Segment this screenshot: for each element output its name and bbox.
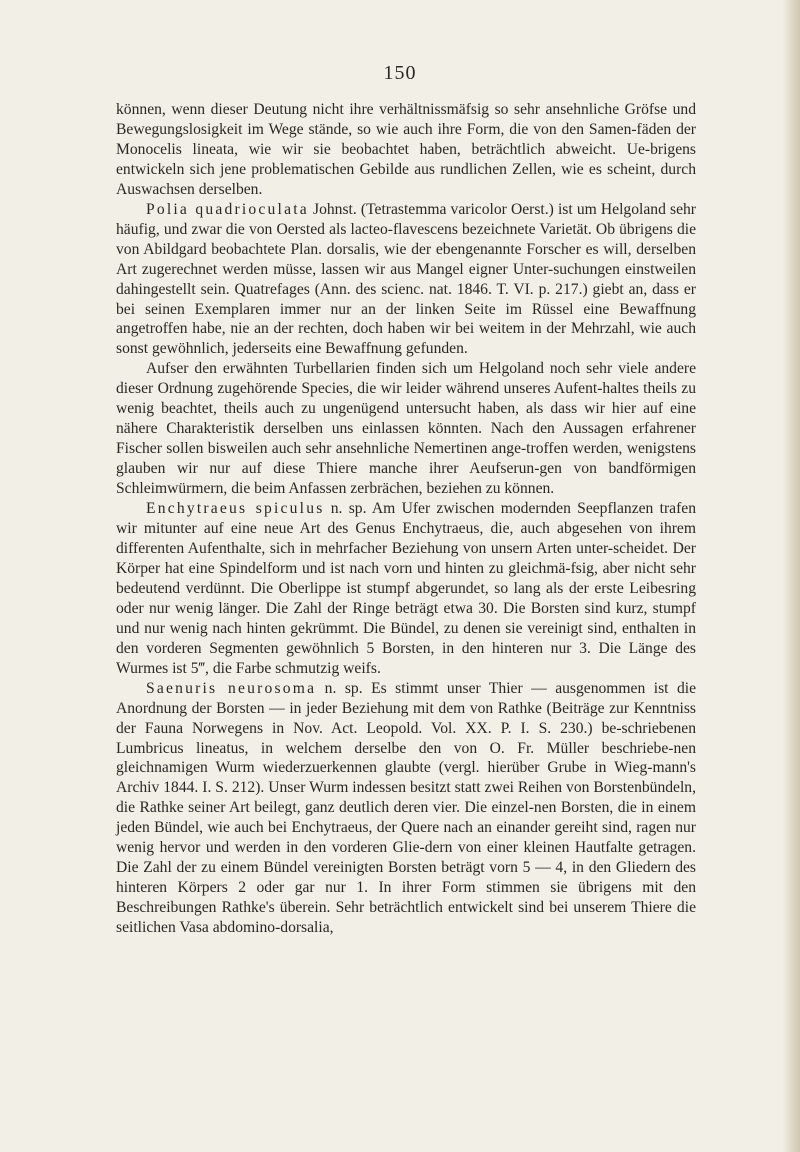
paragraph-text: Johnst. (Tetrastemma varicolor Oerst.) ist um Helgoland sehr häufig, und zwar die von Oersted als lacteo-flavescens bezeichnete Varietät. Ob übrigens die von Abildgard beobachtete Plan. dorsalis, wie der ebengenannte Forscher es will, derselben Art zugerechnet werden müsse, lassen wir aus Mangel eigner Unter-suchungen einstweilen dahingestellt sein. Quatrefages (Ann. des scienc. nat. 1846. T. VI. p. 217.) giebt an, dass er bei seinen Exemplaren immer nur an der linken Seite im Rüssel eine Bewaffnung angetroffen habe, nie an der rechten, doch haben wir bei weitem in der Mehrzahl, wie auch sonst gewöhnlich, jederseits eine Bewaffnung gefunden. — [116, 200, 696, 358]
species-name: Saenuris neurosoma — [146, 679, 317, 697]
paragraph-1 — [116, 100, 696, 200]
page-number: 150 — [383, 62, 417, 84]
paragraph-5 — [116, 679, 696, 938]
paragraph-text: Aufser den erwähnten Turbellarien finden sich um Helgoland noch sehr viele andere dieser Ordnung zugehörende Species, die wir leider während unseres Aufent-haltes theils zu wenig beachtet, theils auch zu ungenügend untersucht haben, als dass wir hier auf eine nähere Charakteristik derselben uns einlassen könnten. Nach den Aussagen erfahrener Fischer sollen bisweilen auch sehr ansehnliche Nemertinen ange-troffen werden, wenigstens glauben wir nur auf diese Thiere manche ihrer Aeufserun-gen von bandförmigen Schleimwürmern, die beim Anfassen zerbrächen, beziehen zu können. — [116, 360, 696, 498]
paragraph-text: n. sp. Am Ufer zwischen modernden Seepflanzen trafen wir mitunter auf eine neue Art des Genus Enchytraeus, die, auch abgesehen von ihrem differenten Aufenthalte, sich in mehrfacher Beziehung von unsern Arten unter-scheidet. Der Körper hat eine Spindelform und ist nach vorn und hinten zu gleichmä-fsig, aber nicht sehr bedeutend verdünnt. Die Oberlippe ist stumpf abgerundet, so lang als der erste Leibesring oder nur wenig länger. Die Zahl der Ringe beträgt etwa 30. Die Borsten sind kurz, stumpf und nur wenig nach hinten gekrümmt. Die Bündel, zu denen sie vereinigt sind, enthalten in den vorderen Segmenten gewöhnlich 5 Borsten, in den hinteren nur 3. Die Länge des Wurmes ist 5‴, die Farbe schmutzig weifs. — [116, 500, 696, 677]
page-edge-shadow — [782, 0, 800, 1152]
paragraph-text: können, wenn dieser Deutung nicht ihre verhältnissmäfsig so sehr ansehnliche Gröfse und Bewegungslosigkeit im Wege stände, so wie auch ihre Form, die von den Samen-fäden der Monocelis lineata, wie wir sie beobachtet haben, beträchtlich abweicht. Ue-brigens entwickeln sich jene problematischen Gebilde aus rundlichen Zellen, wie es scheint, durch Auswachsen derselben. — [116, 101, 696, 198]
body-text — [116, 100, 696, 938]
species-name: Enchytraeus spiculus — [146, 500, 325, 518]
species-name: Polia quadrioculata — [146, 200, 309, 218]
paragraph-3 — [116, 359, 696, 499]
paragraph-text: n. sp. Es stimmt unser Thier — ausgenommen ist die Anordnung der Borsten — in jeder Beziehung mit dem von Rathke (Beiträge zur Kenntniss der Fauna Norwegens in Nov. Act. Leopold. Vol. XX. P. I. S. 230.) be-schriebenen Lumbricus lineatus, in welchem derselbe den von O. Fr. Müller beschriebe-nen gleichnamigen Wurm wiederzuerkennen glaubte (vergl. hierüber Grube in Wieg-mann's Archiv 1844. I. S. 212). Unser Wurm indessen besitzt statt zwei Reihen von Borstenbündeln, die Rathke seiner Art beilegt, ganz deutlich deren vier. Die einzel-nen Borsten, die in einem jeden Bündel, wie auch bei Enchytraeus, der Quere nach an einander gereiht sind, ragen nur wenig hervor und werden in den vorderen Glie-dern von einer kleinen Hautfalte getragen. Die Zahl der zu einem Bündel vereinigten Borsten beträgt vorn 5 — 4, in den Gliedern des hinteren Körpers 2 oder gar nur 1. In ihrer Form stimmen sie übrigens mit den Beschreibungen Rathke's überein. Sehr beträchtlich entwickelt sind bei unserem Thiere die seitlichen Vasa abdomino-dorsalia, — [116, 679, 697, 937]
paragraph-4 — [116, 499, 696, 679]
paragraph-2 — [116, 200, 696, 360]
